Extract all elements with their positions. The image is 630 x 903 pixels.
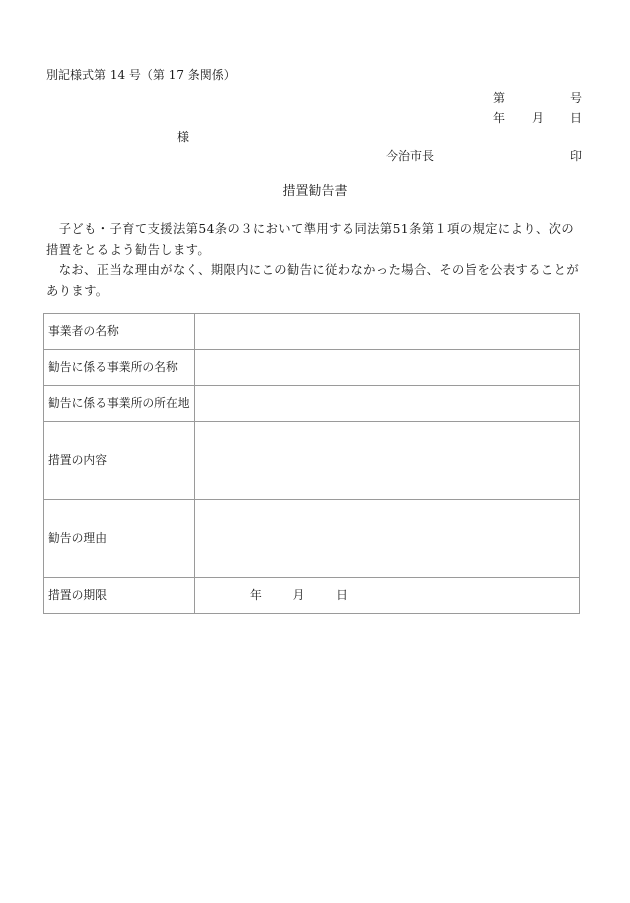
row-label: 勧告に係る事業所の所在地: [44, 386, 195, 422]
form-reference: 別記様式第 14 号（第 17 条関係）: [46, 68, 236, 82]
seal-mark: 印: [570, 149, 583, 163]
deadline-year-label: 年: [250, 588, 262, 602]
reason-field[interactable]: [195, 500, 580, 578]
row-label: 勧告の理由: [44, 500, 195, 578]
office-name-field[interactable]: [195, 350, 580, 386]
row-label: 事業者の名称: [44, 314, 195, 350]
document-title: 措置勧告書: [282, 184, 348, 199]
table-row: [44, 350, 580, 386]
number-suffix: 号: [570, 91, 583, 105]
table-row: [44, 578, 580, 614]
number-prefix: 第: [493, 91, 506, 105]
issuer-name: 今治市長: [386, 149, 435, 163]
business-name-field[interactable]: [195, 314, 580, 350]
table-row: [44, 386, 580, 422]
measure-content-field[interactable]: [195, 422, 580, 500]
date-month-label: 月: [532, 111, 545, 125]
body-paragraph-1: 子ども・子育て支援法第54条の３において準用する同法第51条第１項の規定により、次の措置をとるよう勧告します。: [46, 222, 575, 257]
body-paragraph-2: なお、正当な理由がなく、期限内にこの勧告に従わなかった場合、その旨を公表することがあります。: [46, 263, 580, 298]
recommendation-table: [43, 313, 580, 614]
table-row: [44, 422, 580, 500]
table-row: [44, 500, 580, 578]
row-label: 措置の期限: [44, 578, 195, 614]
deadline-date-field[interactable]: [195, 578, 580, 614]
row-label: 措置の内容: [44, 422, 195, 500]
deadline-day-label: 日: [336, 588, 348, 602]
deadline-month-label: 月: [292, 588, 305, 602]
row-label: 勧告に係る事業所の名称: [44, 350, 195, 386]
date-year-label: 年: [493, 111, 506, 125]
office-address-field[interactable]: [195, 386, 580, 422]
date-day-label: 日: [570, 111, 583, 125]
addressee-suffix: 様: [177, 130, 190, 144]
table-row: [44, 314, 580, 350]
